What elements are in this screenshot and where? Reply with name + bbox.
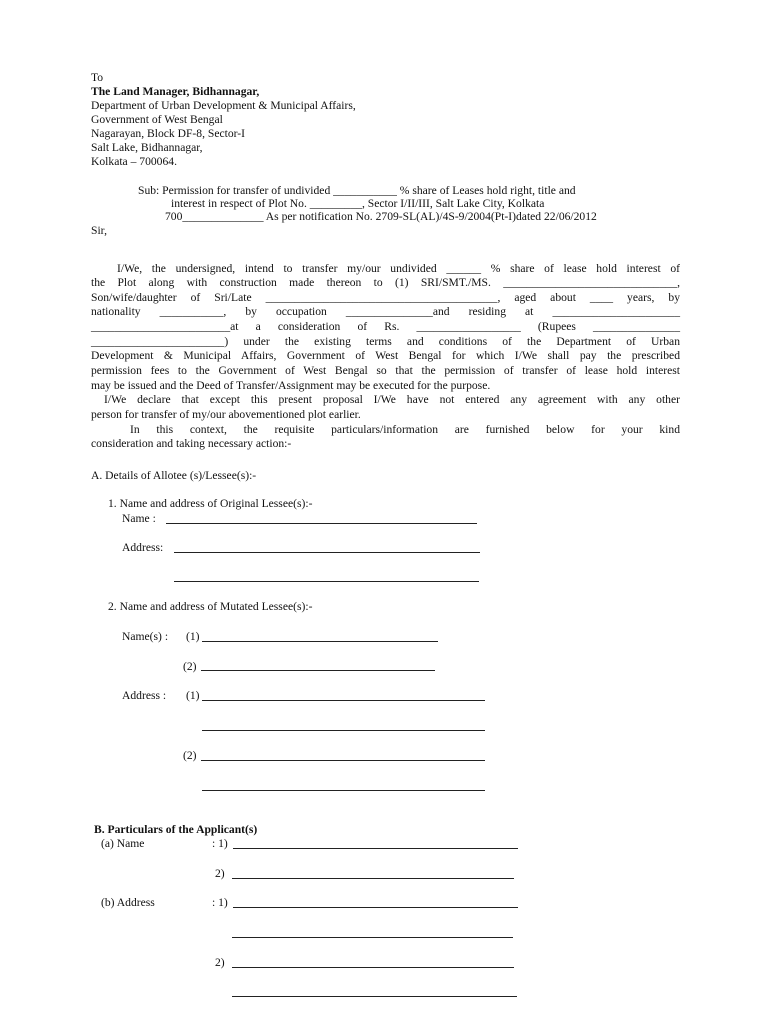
subject-line-2: interest in respect of Plot No. _________, Sector I/II/III, Salt Lake City, Kolkata (171, 197, 545, 210)
applicant-name-2-label: 2) (215, 867, 225, 880)
mutated-name-1-label: (1) (186, 630, 200, 643)
body-p1-line: the Plot along with construction made thereon to (1) SRI/SMT./MS. ______________________________, (91, 276, 680, 289)
body-p2-line: I/We declare that except this present proposal I/We have not entered any agreement with any other (104, 393, 680, 406)
original-lessee-title: 1. Name and address of Original Lessee(s):- (108, 497, 313, 510)
mutated-lessee-address-label: Address : (122, 689, 167, 702)
body-p1-line: _______________________) under the existing terms and conditions of the Department of Urban (91, 335, 680, 348)
original-lessee-name-label: Name : (122, 512, 156, 525)
address-line-1: Department of Urban Development & Municipal Affairs, (91, 99, 356, 112)
address-line-5: Kolkata – 700064. (91, 155, 177, 168)
subject-line-1: Sub: Permission for transfer of undivided ___________ % share of Leases hold right, title and (138, 184, 576, 197)
to-label: To (91, 71, 104, 84)
applicant-name-label: (a) Name (101, 837, 145, 850)
body-p3-line: In this context, the requisite particulars/information are furnished below for your kind (130, 423, 680, 436)
address-line-3: Nagarayan, Block DF-8, Sector-I (91, 127, 245, 140)
mutated-lessee-names-label: Name(s) : (122, 630, 169, 643)
body-p2-line: person for transfer of my/our abovementioned plot earlier. (91, 408, 361, 421)
mutated-address-1-label: (1) (186, 689, 200, 702)
recipient-title: The Land Manager, Bidhannagar, (91, 85, 260, 98)
section-b-heading: B. Particulars of the Applicant(s) (94, 823, 258, 836)
mutated-name-2-label: (2) (183, 660, 197, 673)
subject-line-3: 700______________ As per notification No. 2709-SL(AL)/4S-9/2004(Pt-I)dated 22/06/2012 (165, 210, 597, 223)
address-line-4: Salt Lake, Bidhannagar, (91, 141, 203, 154)
section-a-heading: A. Details of Allotee (s)/Lessee(s):- (91, 469, 257, 482)
body-p1-line: ________________________at a consideration of Rs. __________________ (Rupees _______________ (91, 320, 680, 333)
original-lessee-address-label: Address: (122, 541, 164, 554)
body-p3-line: consideration and taking necessary action:- (91, 437, 292, 450)
applicant-name-1-label: : 1) (212, 837, 228, 850)
applicant-address-label: (b) Address (101, 896, 155, 909)
salutation: Sir, (91, 224, 107, 237)
mutated-lessee-title: 2. Name and address of Mutated Lessee(s):- (108, 600, 313, 613)
body-p1-line: Son/wife/daughter of Sri/Late ________________________________________, aged about ____ years, by (91, 291, 680, 304)
address-line-2: Government of West Bengal (91, 113, 223, 126)
applicant-address-1-label: : 1) (212, 896, 228, 909)
body-p1-line: Development & Municipal Affairs, Government of West Bengal for which I/We shall pay the prescribed (91, 349, 680, 362)
body-p1-line: nationality ___________, by occupation _______________and residing at ______________________ (91, 305, 680, 318)
applicant-address-2-label: 2) (215, 956, 225, 969)
body-p1-line: permission fees to the Government of West Bengal so that the permission of transfer of lease hold interest (91, 364, 680, 377)
body-p1-line: I/We, the undersigned, intend to transfer my/our undivided ______ % share of lease hold interest of (117, 262, 680, 275)
mutated-address-2-label: (2) (183, 749, 197, 762)
body-p1-line: may be issued and the Deed of Transfer/Assignment may be executed for the purpose. (91, 379, 491, 392)
